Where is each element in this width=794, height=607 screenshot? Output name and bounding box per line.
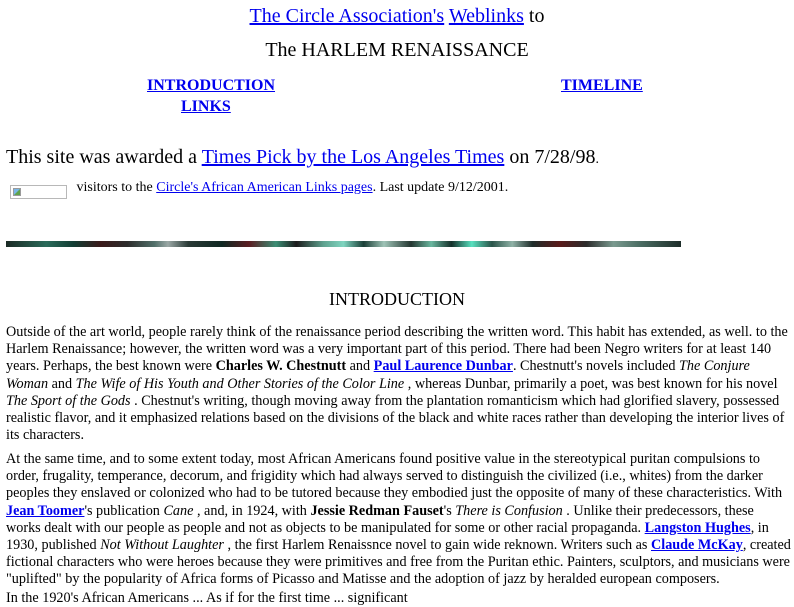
claude-mckay-link[interactable]: Claude McKay — [651, 537, 743, 554]
title-sport-of-the-gods: The Sport of the Gods — [6, 392, 131, 409]
award-suffix: on 7/28/98 — [504, 146, 596, 168]
text: . Chestnutt's novels included — [512, 358, 680, 375]
image-placeholder-glyph — [13, 188, 21, 196]
broken-image-icon — [10, 185, 67, 199]
text: 's publication — [84, 502, 164, 519]
award-notice — [6, 146, 599, 169]
title-not-without-laughter: Not Without Laughter — [100, 537, 224, 554]
title-wife-of-his-youth: The Wife of His Youth and Other Stories of the Color Line — [75, 375, 405, 392]
last-update-text: . Last update 9/12/2001. — [372, 180, 509, 195]
text: , the first Harlem Renaissnce novel to gain wide reknown. Writers such as — [223, 537, 651, 554]
paul-laurence-dunbar-link[interactable]: Paul Laurence Dunbar — [373, 358, 513, 375]
visitors-prefix: visitors to the — [73, 180, 157, 195]
text: and — [48, 375, 76, 392]
text: , whereas Dunbar, primarily a poet, was best known for his novel — [404, 375, 778, 392]
page-title: The HARLEM RENAISSANCE — [265, 39, 529, 61]
decorative-divider-bar — [6, 241, 681, 247]
author-charles-chestnutt: Charles W. Chestnutt — [215, 358, 347, 375]
nav-timeline-link[interactable]: TIMELINE — [561, 77, 643, 94]
text: Outside of the art world, people rarely think of the renaissance period describing the written word. This habit has extended, as well. to the Harlem Renaissance; however, the written word was a very important part of this period. There had been Negro writers for at least 140 years. Perhaps, the best known were — [6, 324, 788, 375]
introduction-paragraph-1 — [6, 324, 792, 444]
jean-toomer-link[interactable]: Jean Toomer — [6, 502, 85, 519]
award-prefix: This site was awarded a — [6, 146, 202, 168]
weblinks-link[interactable]: Weblinks — [448, 5, 524, 27]
text: and — [346, 358, 374, 375]
title-conjure-woman: The Conjure Woman — [6, 358, 750, 392]
text: , created fictional characters who were heroes because they were primitives and free from the Puritan ethic. Painters, sculptors, and musicians were "uplifted" by the popularity of Africa forms of Picasso and Matisse and the adoption of jazz by heralded european composers. — [6, 537, 791, 588]
author-jessie-fauset: Jessie Redman Fauset — [310, 502, 444, 519]
nav-links-link[interactable]: LINKS — [181, 98, 231, 115]
text: . Unlike their predecessors, these works dealt with our people as people and not as objects to be manipulated for some or other racial propaganda. — [6, 502, 754, 536]
african-american-links-pages-link[interactable]: Circle's African American Links pages — [156, 180, 373, 195]
visitor-counter-line — [10, 180, 508, 196]
nav-introduction-link[interactable]: INTRODUCTION — [147, 77, 276, 94]
introduction-paragraph-2 — [6, 451, 792, 589]
site-header-line1 — [0, 5, 794, 28]
text: 's — [443, 502, 456, 519]
text: . Chestnut's writing, though moving away from the plantation romanticism which had glorified slavery, possessed realistic flavor, and it emphasized relations based on the divisions of the black and white races rather than developing the interior lives of its characters. — [6, 392, 785, 444]
introduction-paragraph-3-partial: In the 1920's African Americans ... As if for the first time ... significant — [6, 590, 408, 606]
title-cane: Cane — [163, 502, 194, 519]
header-suffix: to — [523, 5, 545, 27]
langston-hughes-link[interactable]: Langston Hughes — [644, 519, 751, 536]
introduction-heading: INTRODUCTION — [329, 289, 465, 309]
award-period: . — [595, 152, 599, 167]
times-pick-link[interactable]: Times Pick by the Los Angeles Times — [201, 146, 505, 168]
text: , in 1930, published — [6, 519, 769, 554]
circle-association-link[interactable]: The Circle Association's — [249, 5, 445, 27]
text: At the same time, and to some extent today, most African Americans found positive value in the stereotypical puritan compulsions to order, frugality, temperance, decorum, and frigidity which had always served to distinguish the civilized (i.e., whites) from the darker peoples they enslaved or colonized who had to be tutored because they embodied just the opposite of many of these characteristics. With — [6, 451, 783, 502]
text: , and, in 1924, with — [193, 502, 311, 519]
title-there-is-confusion: There is Confusion — [455, 502, 563, 519]
